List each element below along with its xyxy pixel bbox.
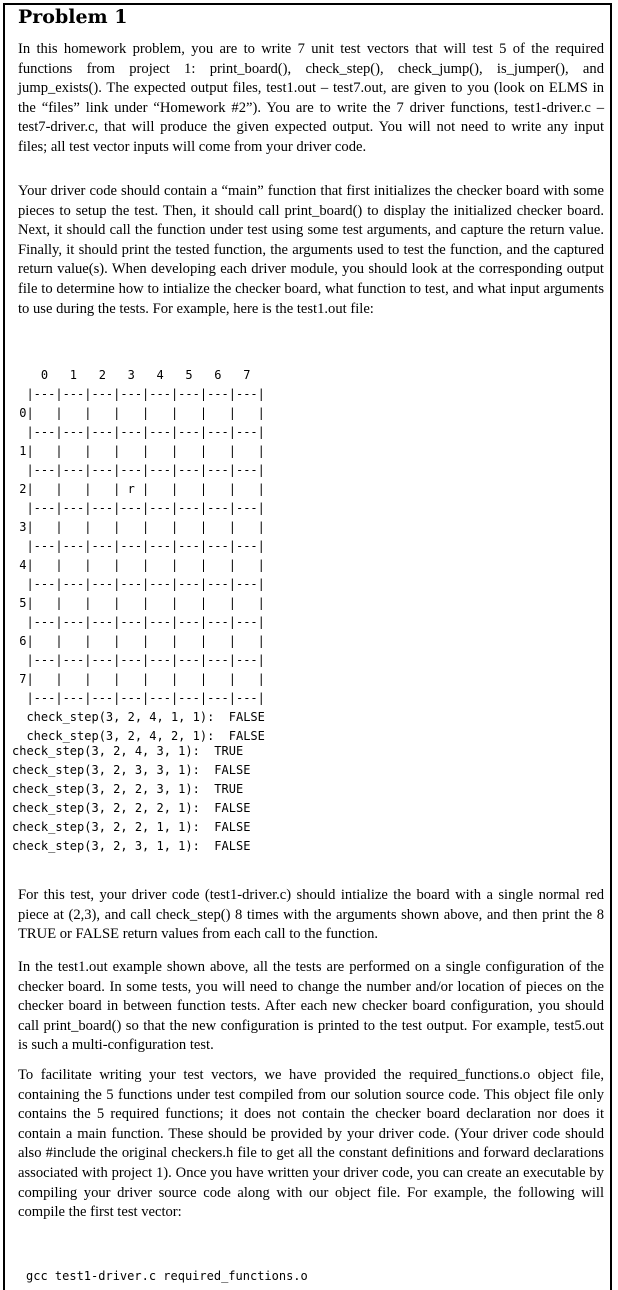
board-output: 0 1 2 3 4 5 6 7 |---|---|---|---|---|---|---|---| 0| | | | | | | | | |---|---|---|---|---|---|---|---| 1| | | | | | | | | |---|---|---|---|---|---|---|---| 2| | | | r | | | | | |---|---|---|---|---|---|---|---| 3| | | | | | | | | |---|---|---|---|---|---|---|---| 4| | | | | | | | | |---|---|---|---|---|---|---|---| 5| | | | | | | | | |---|---|---|---|---|---|---|---| 6| | | | | | | | | |---|---|---|---|---|---|---|---| 7| | | | | | | | | |---|---|---|---|---|---|---|---| check_step(3, 2, 4, 1, 1): FALSE check_step(3, 2, 4, 2, 1): FALSE <box>19 368 265 743</box>
test-explanation-paragraph: For this test, your driver code (test1-driver.c) should intialize the board with a single normal red piece at (2,3), and call check_step() 8 times with the arguments shown above, and then print the 8 TRUE or FALSE return values from each call to the function. <box>18 887 604 943</box>
intro-paragraph: In this homework problem, you are to write 7 unit test vectors that will test 5 of the required functions from project 1: print_board(), check_step(), check_jump(), is_jumper(), and jump_exists(). The expected output files, test1.out – test7.out, are given to you (look on ELMS in the “files” link under “Homework #2”). You are to write the 7 driver functions, test1-driver.c – test7-driver.c, that will produce the given expected output. You will not need to write any input files; all test vector inputs will come from your driver code. <box>18 41 604 155</box>
driver-paragraph: Your driver code should contain a “main” function that first initializes the checker board with some pieces to setup the test. Then, it should call print_board() to display the initialized checker board. Next, it should call the function under test using some test arguments, and capture the return value. Finally, it should print the tested function, the arguments used to test the function, and the captured return value(s). When developing each driver module, you should look at the corresponding output file to determine how to intialize the checker board, what function to test, and what input arguments to use during the tests. For example, here is the test1.out file: <box>18 183 604 317</box>
problem-title: Problem 1 <box>18 6 128 28</box>
check-step-results: check_step(3, 2, 4, 3, 1): TRUE check_step(3, 2, 3, 3, 1): FALSE check_step(3, 2, 2, 3, 1): TRUE check_step(3, 2, 2, 2, 1): FALSE check_step(3, 2, 2, 1, 1): FALSE check_step(3, 2, 3, 1, 1): FALSE <box>12 744 251 853</box>
configuration-paragraph: In the test1.out example shown above, all the tests are performed on a single configuration of the checker board. In some tests, you will need to change the number and/or location of pieces on the checker board in between function tests. After each new checker board configuration, you should call print_board() so that the new configuration is printed to the test output. For example, test5.out is such a multi-configuration test. <box>18 959 604 1054</box>
compile-command: gcc test1-driver.c required_functions.o <box>26 1269 308 1283</box>
object-file-paragraph: To facilitate writing your test vectors, we have provided the required_functions.o object file, containing the 5 functions under test compiled from our solution source code. This object file only contains the 5 required functions; it does not contain the checker board declaration nor does it contain a main function. These should be provided by your driver code. (Your driver code should also #include the original checkers.h file to get all the constant definitions and forward declarations associated with project 1). Once you have written your driver code, you can create an executable by compiling your driver source code along with our object file. For example, the following will compile the first test vector: <box>18 1067 604 1221</box>
